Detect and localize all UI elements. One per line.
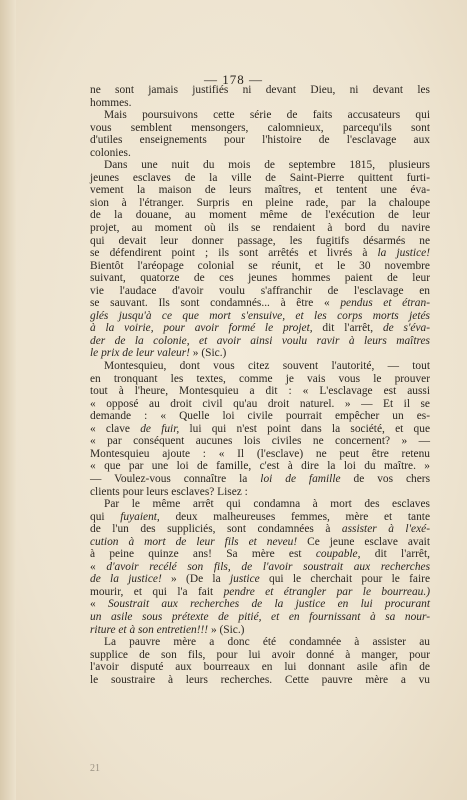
text-run: dit l'arrêt,	[312, 322, 383, 335]
text-run: Par le même arrêt qui condamna à mort des esclaves	[104, 498, 430, 511]
italic-run: d'avoir recélé son fils, de l'avoir soustrait aux recherches	[106, 560, 431, 573]
text-line	[90, 285, 430, 298]
text-line	[90, 184, 430, 197]
text-run: suivant, quatorze de ces jeunes hommes paient de leur	[90, 272, 430, 285]
text-run: vie l'audace d'avoir voulu s'affranchir de l'esclavage en	[90, 284, 430, 297]
italic-run: à la voirie, pour avoir formé le projet,	[90, 322, 313, 335]
italic-run: cution à mort de leur fils et neveu!	[90, 535, 298, 548]
text-line	[90, 172, 430, 185]
italic-run: loi de famille	[260, 472, 341, 485]
text-line	[90, 561, 430, 574]
text-run: « opposé au droit civil qu'au droit naturel. » — Et il se	[90, 397, 430, 410]
italic-run: le prix de leur valeur!	[90, 347, 190, 360]
text-line	[90, 209, 430, 222]
text-line	[90, 322, 430, 335]
text-run: Montesquieu ajoute : « Il (l'esclave) ne peut être retenu	[90, 447, 430, 460]
italic-run: der de la colonie, et avoir ainsi voulu ravir à leurs maîtres	[90, 334, 430, 347]
binding-gutter	[0, 0, 16, 800]
text-line	[90, 674, 430, 687]
text-line	[90, 335, 430, 348]
italic-run: glés jusqu'à ce que mort s'ensuive, et les corps morts jetés	[90, 309, 430, 322]
page-number: — 178 —	[204, 72, 263, 87]
italic-run: fuyaient,	[120, 510, 160, 523]
text-line	[90, 97, 430, 110]
text-line	[90, 109, 430, 122]
italic-run: justice	[229, 573, 260, 586]
text-run: Bientôt l'aréopage colonial se réunit, et le 30 novembre	[90, 259, 430, 272]
text-line	[90, 159, 430, 172]
text-line	[90, 134, 430, 147]
text-run: clients pour leurs esclaves? Lisez :	[90, 485, 248, 498]
text-run: vous semblent mensongers, calomnieux, parcequ'ils sont	[90, 121, 430, 134]
text-run: — Voulez-vous connaître la	[90, 472, 261, 485]
text-line	[90, 410, 430, 423]
text-run: Ce jeune esclave avait	[297, 535, 430, 548]
text-line	[90, 398, 430, 411]
text-line	[90, 598, 430, 611]
text-run: qui	[90, 510, 121, 523]
italic-run: coupable,	[315, 548, 361, 561]
text-run: de vos chers	[340, 472, 430, 485]
text-run: sion à l'étranger. Surpris en pleine rade, par la chaloupe	[90, 196, 430, 209]
text-line	[90, 147, 430, 160]
text-run: en tronquant les textes, comme je vais vous le prouver	[90, 372, 430, 385]
text-line	[90, 310, 430, 323]
text-run: colonies.	[90, 146, 131, 159]
text-run: jeunes esclaves de la ville de Saint-Pierre quittent furti-	[90, 171, 430, 184]
text-run: dit l'arrêt,	[360, 548, 430, 561]
text-run: La pauvre mère a donc été condamnée à assister au	[104, 636, 430, 649]
text-line	[90, 636, 430, 649]
text-line	[90, 460, 430, 473]
text-run: » (Sic.)	[189, 347, 227, 360]
text-run: qui devait leur donner passage, les fugitifs désarmés ne	[90, 234, 430, 247]
text-line	[90, 247, 430, 260]
text-run: qui le cherchait pour le faire	[259, 573, 430, 586]
text-run: tout à l'heure, Montesquieu a dit : « L'esclavage est aussi	[90, 385, 430, 398]
body-text	[90, 84, 430, 686]
text-run: « par conséquent aucunes lois civiles ne concernent? » —	[90, 435, 430, 448]
italic-run: assister à l'exé-	[341, 523, 430, 536]
text-run: «	[90, 598, 108, 611]
text-run: projet, au moment où ils se rendaient à bord du navire	[90, 222, 430, 235]
text-run: » (Sic.)	[208, 623, 245, 636]
text-run: demande : « Quelle loi civile pourrait empêcher un es-	[90, 410, 430, 423]
text-line	[90, 272, 430, 285]
text-run: de l'un des suppliciés, sont condamnées à	[90, 523, 342, 536]
text-line	[90, 260, 430, 273]
text-run: le soustraire à leurs recherches. Cette pauvre mère a vu	[90, 673, 430, 686]
text-run: » (De la	[161, 573, 230, 586]
italic-run: un asile sous prétexte de pitié, et en fournissant à sa nour-	[90, 610, 430, 623]
text-line	[90, 523, 430, 536]
text-line	[90, 624, 430, 637]
italic-run: pendre et étrangler par le bourreau.)	[223, 585, 431, 598]
text-run: de la douane, au moment même de l'exécution de leur	[90, 209, 430, 222]
text-line	[90, 423, 430, 436]
italic-run: de s'éva-	[382, 322, 430, 335]
text-run: « que par une loi de famille, c'est à dire la loi du maître. »	[90, 460, 430, 473]
text-run: ne sont jamais justifiés ni devant Dieu, ni devant les	[90, 84, 430, 96]
text-run: « clave	[90, 422, 141, 435]
text-run: vement la maison de leurs maîtres, et tentent une éva-	[90, 184, 430, 197]
text-line	[90, 548, 430, 561]
text-run: Mais poursuivons cette série de faits accusateurs qui	[104, 109, 430, 122]
italic-run: riture et à son entretien!!!	[90, 623, 209, 636]
text-line	[90, 661, 430, 674]
text-line	[90, 297, 430, 310]
text-line	[90, 536, 430, 549]
text-line	[90, 611, 430, 624]
text-line	[90, 122, 430, 135]
text-line	[90, 649, 430, 662]
text-run: deux malheureuses femmes, mère et tante	[159, 510, 430, 523]
italic-run: de fuir,	[140, 422, 180, 435]
text-run: à peine quinze ans! Sa mère est	[90, 548, 316, 561]
italic-run: pendus et étran-	[340, 297, 430, 310]
text-line	[90, 385, 430, 398]
text-line	[90, 486, 430, 499]
text-run: d'utiles enseignements pour l'histoire de l'esclavage aux	[90, 134, 430, 147]
text-line	[90, 498, 430, 511]
text-line	[90, 586, 430, 599]
text-line	[90, 347, 430, 360]
text-line	[90, 435, 430, 448]
text-line	[90, 448, 430, 461]
text-line	[90, 473, 430, 486]
text-run: se défendirent point ; ils sont arrêtés et livrés à	[90, 247, 378, 260]
text-run: «	[90, 560, 107, 573]
text-line	[90, 511, 430, 524]
signature-mark: 21	[90, 763, 100, 774]
italic-run: la justice!	[377, 247, 430, 260]
text-run: mourir, et qui l'a fait	[90, 585, 224, 598]
text-line	[90, 573, 430, 586]
text-line	[90, 84, 430, 97]
text-run: se sauvant. Ils sont condamnés... à être «	[90, 297, 341, 310]
text-line	[90, 235, 430, 248]
text-line	[90, 222, 430, 235]
text-line	[90, 197, 430, 210]
text-run: Montesquieu, dont vous citez souvent l'autorité, — tout	[104, 360, 430, 373]
text-run: l'avoir disputé aux bourreaux en lui donnant asile afin de	[90, 661, 430, 674]
text-run: lui qui n'est point dans la société, et que	[179, 422, 431, 435]
text-run: hommes.	[90, 96, 132, 109]
text-run: supplice de son fils, pour lui avoir donné à manger, pour	[90, 648, 430, 661]
text-run: Dans une nuit du mois de septembre 1815, plusieurs	[104, 159, 430, 172]
text-line	[90, 360, 430, 373]
italic-run: Soustrait aux recherches de la justice en lui procurant	[107, 598, 431, 611]
italic-run: de la justice!	[90, 573, 162, 586]
text-line	[90, 373, 430, 386]
